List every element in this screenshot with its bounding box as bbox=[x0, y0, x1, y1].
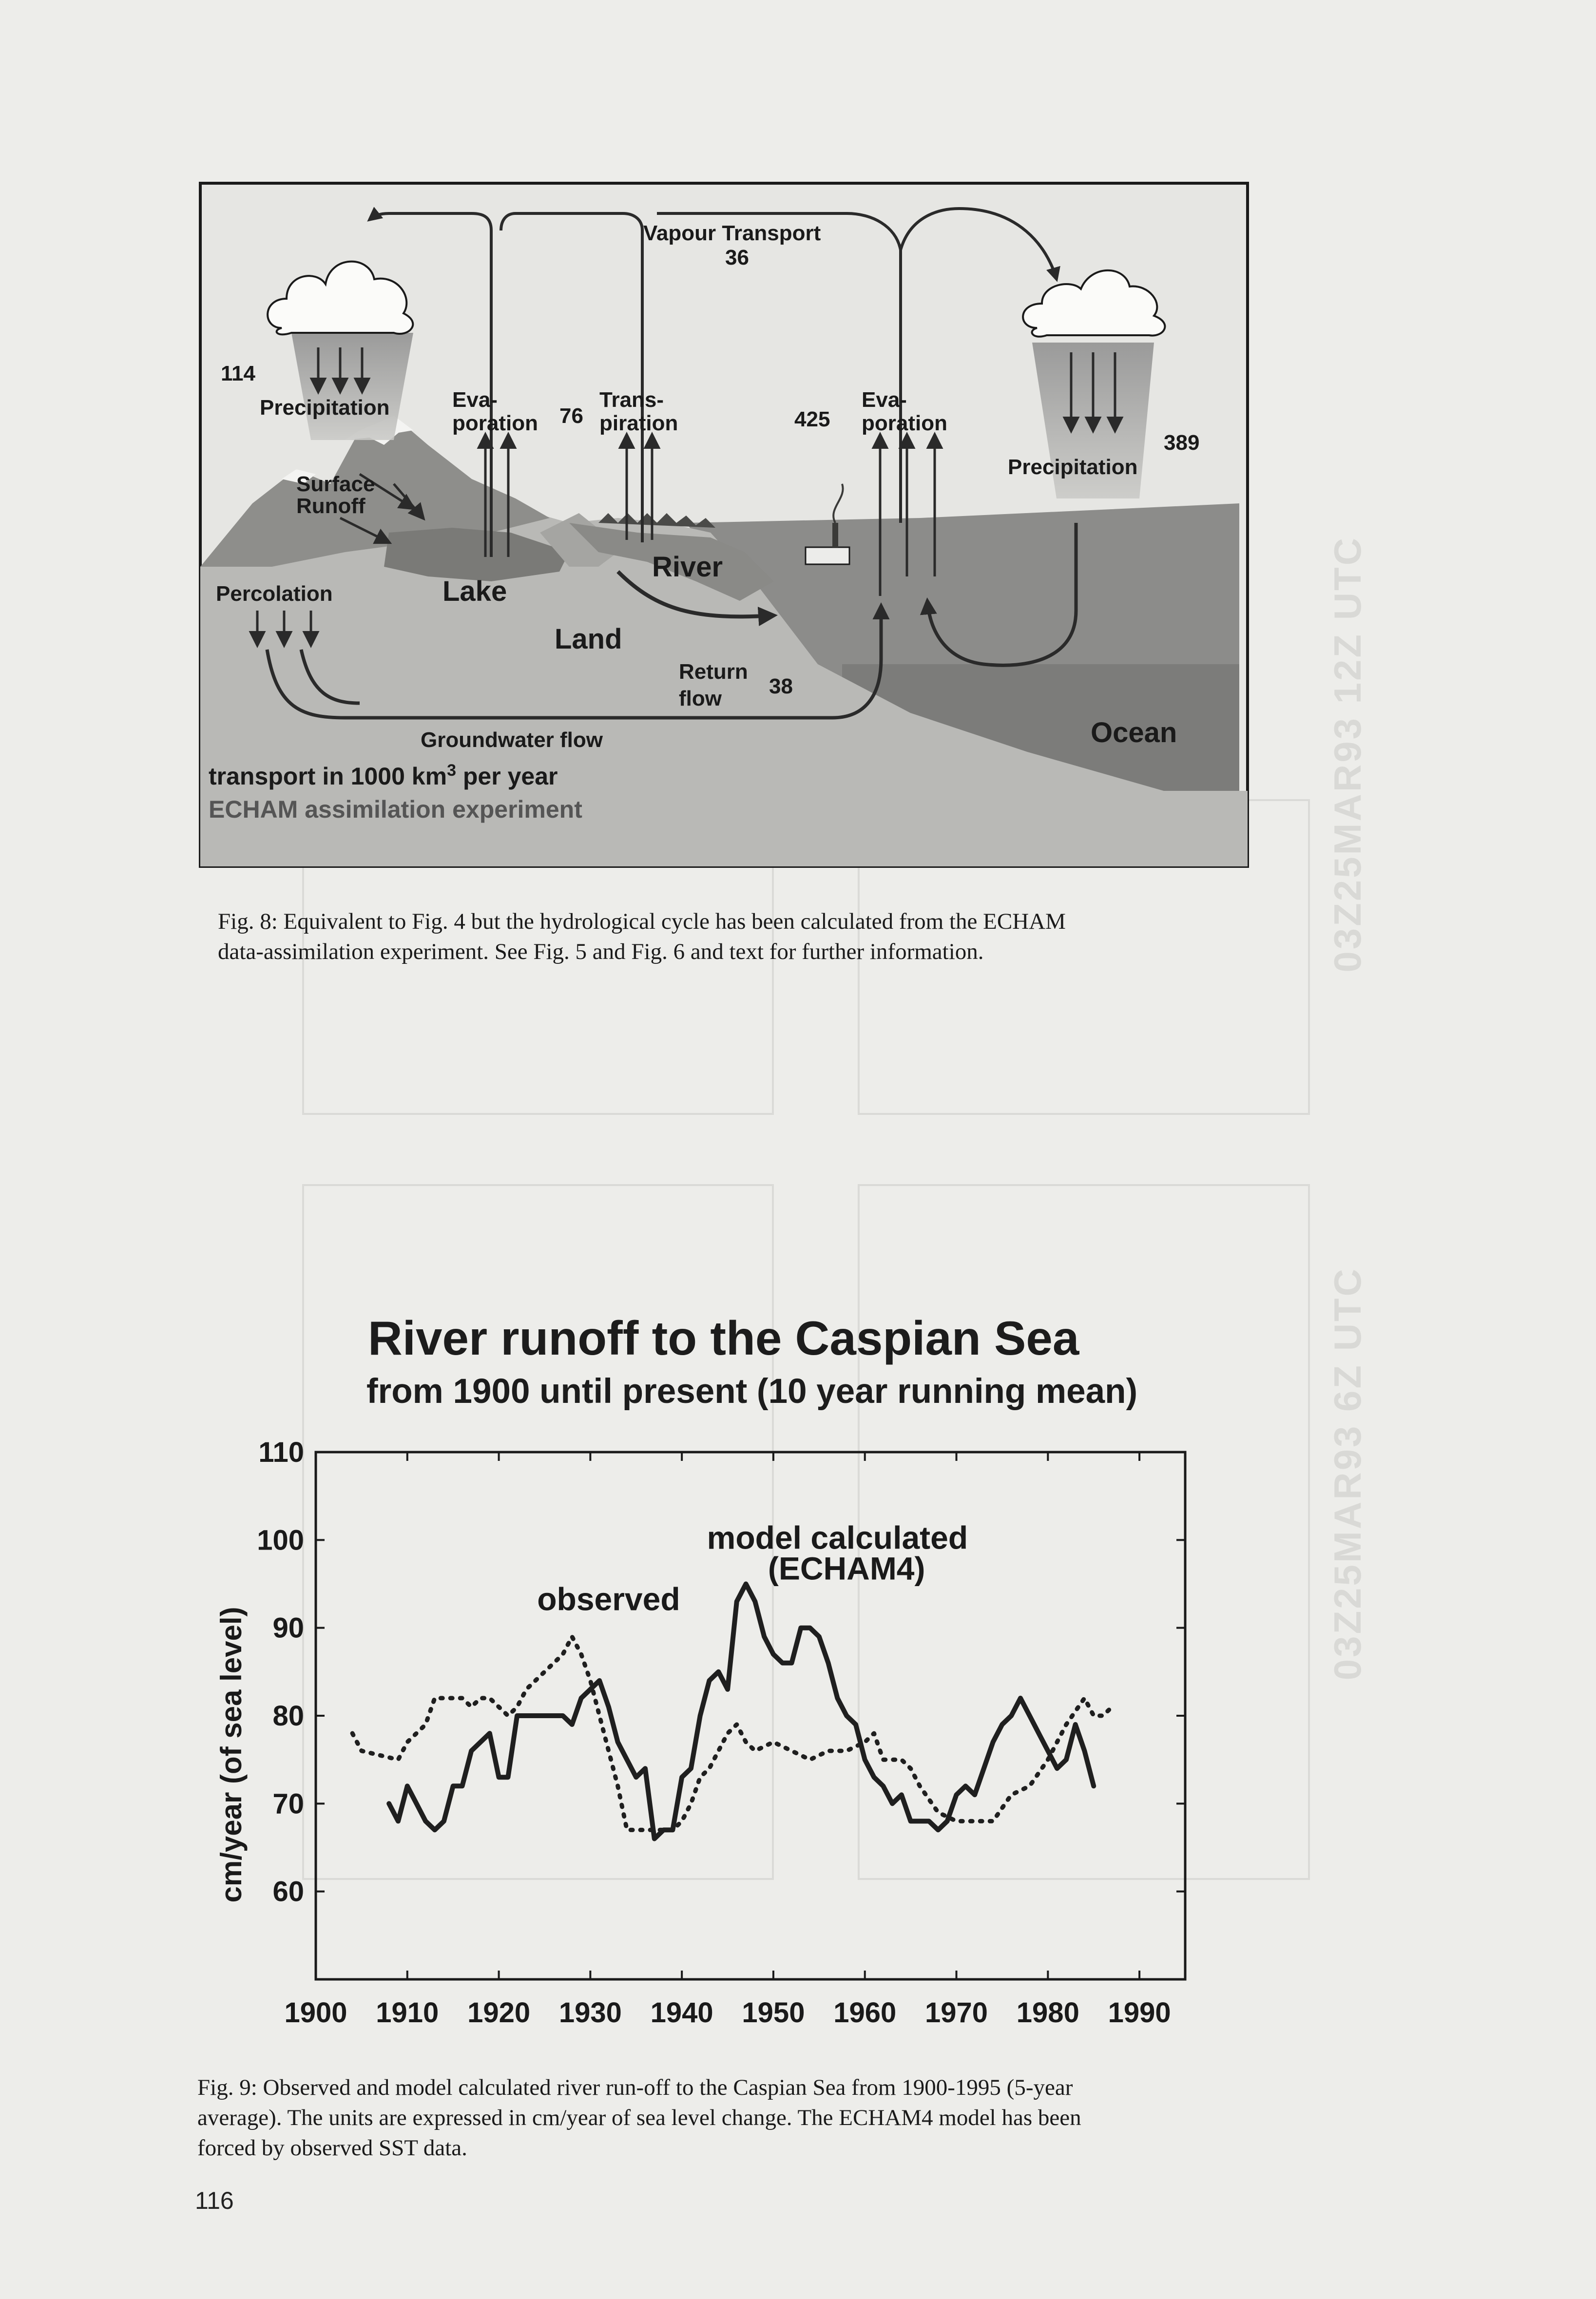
x-tick-label: 1940 bbox=[650, 1997, 713, 2029]
chart-subtitle: from 1900 until present (10 year running mean) bbox=[366, 1372, 1138, 1411]
lake-label: Lake bbox=[442, 575, 507, 607]
ocean-label: Ocean bbox=[1091, 717, 1177, 748]
evap-ocean-value: 425 bbox=[794, 407, 830, 431]
groundwater-flow-label: Groundwater flow bbox=[421, 728, 603, 752]
x-tick-label: 1910 bbox=[376, 1997, 439, 2029]
evap-land-value: 76 bbox=[559, 404, 583, 428]
surface-runoff-label-1: Surface bbox=[296, 472, 375, 496]
page-number: 116 bbox=[195, 2187, 234, 2214]
transport-units-label: transport in 1000 $km^3$ per year bbox=[209, 761, 558, 790]
return-flow-value: 38 bbox=[769, 674, 793, 698]
return-flow-label-1: Return bbox=[679, 660, 748, 684]
land-label: Land bbox=[555, 623, 622, 655]
precip-ocean-value: 389 bbox=[1164, 431, 1200, 455]
evap-ocean-label-1: Eva- bbox=[862, 388, 907, 412]
y-tick-label: 100 bbox=[257, 1524, 304, 1556]
precip-land-label: Precipitation bbox=[260, 396, 390, 420]
series-annotation: (ECHAM4) bbox=[768, 1550, 925, 1587]
x-tick-label: 1930 bbox=[558, 1997, 622, 2029]
x-tick-label: 1920 bbox=[467, 1997, 531, 2029]
y-tick-label: 60 bbox=[272, 1876, 304, 1908]
surface-runoff-label-2: Runoff bbox=[296, 494, 365, 518]
series-line-model bbox=[389, 1584, 1094, 1839]
figure-9-caption bbox=[197, 2072, 1269, 2163]
y-tick-label: 80 bbox=[272, 1700, 304, 1732]
figure-8-caption-line-2: data-assimilation experiment. See Fig. 5 and Fig. 6 and text for further information. bbox=[218, 939, 984, 964]
figure-8-caption-line-1: Fig. 8: Equivalent to Fig. 4 but the hydrological cycle has been calculated from the ECHAM bbox=[218, 909, 1066, 934]
x-tick-label: 1950 bbox=[742, 1997, 805, 2029]
figure-9-caption-line-2: average). The units are expressed in cm/year of sea level change. The ECHAM4 model has been bbox=[197, 2105, 1081, 2130]
transpiration-label-2: piration bbox=[599, 411, 678, 435]
y-axis-label: cm/year (of sea level) bbox=[215, 1607, 248, 1903]
x-tick-label: 1990 bbox=[1108, 1997, 1171, 2029]
precip-ocean-label: Precipitation bbox=[1008, 455, 1138, 479]
river-label: River bbox=[652, 551, 723, 583]
bleed-through-text-1: 03Z25MAR93 12Z UTC bbox=[1326, 536, 1369, 973]
chart-title: River runoff to the Caspian Sea bbox=[368, 1311, 1079, 1365]
experiment-label: ECHAM assimilation experiment bbox=[209, 796, 582, 823]
evap-land-label-1: Eva- bbox=[452, 388, 498, 412]
evap-land-label-2: poration bbox=[452, 411, 538, 435]
series-annotation: model calculated bbox=[707, 1519, 968, 1556]
units-superscript: 3 bbox=[447, 761, 456, 780]
vapour-transport-label: Vapour Transport bbox=[643, 221, 821, 245]
precip-land-value: 114 bbox=[221, 362, 255, 385]
x-tick-label: 1900 bbox=[284, 1997, 347, 2029]
figure-9-caption-line-3: forced by observed SST data. bbox=[197, 2135, 467, 2161]
y-tick-label: 90 bbox=[272, 1612, 304, 1644]
bleed-through-text-2: 03Z25MAR93 6Z UTC bbox=[1326, 1267, 1369, 1681]
x-tick-label: 1970 bbox=[925, 1997, 988, 2029]
series-annotation: observed bbox=[537, 1581, 680, 1617]
y-tick-label: 110 bbox=[258, 1437, 304, 1468]
percolation-label: Percolation bbox=[216, 582, 333, 606]
transpiration-label-1: Trans- bbox=[599, 388, 664, 412]
y-tick-label: 70 bbox=[272, 1788, 304, 1820]
vapour-transport-value: 36 bbox=[725, 246, 749, 269]
x-tick-label: 1980 bbox=[1016, 1997, 1079, 2029]
x-tick-label: 1960 bbox=[833, 1997, 897, 2029]
return-flow-label-2: flow bbox=[679, 687, 722, 710]
figure-9-caption-line-1: Fig. 9: Observed and model calculated river run-off to the Caspian Sea from 1900-1995 (5-year bbox=[197, 2075, 1073, 2100]
evap-ocean-label-2: poration bbox=[862, 411, 947, 435]
